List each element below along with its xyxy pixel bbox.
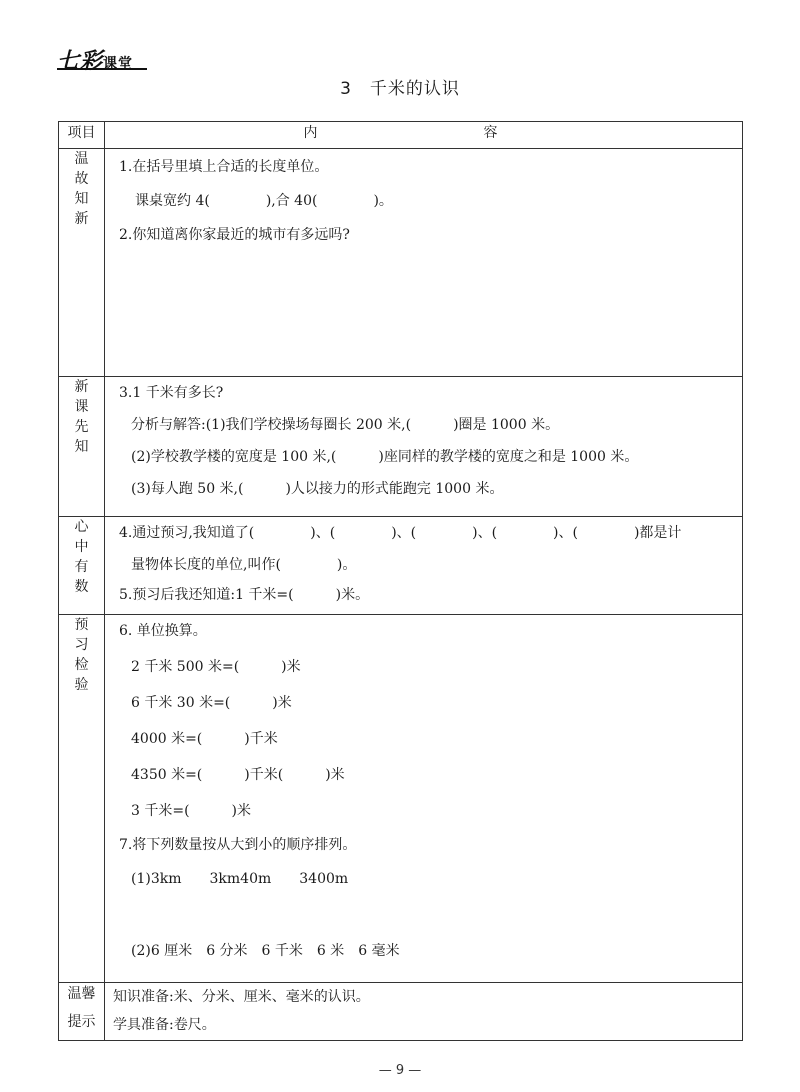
question-4-continued: 量物体长度的单位,叫作( )。 bbox=[131, 557, 357, 573]
tip-tools: 学具准备:卷尺。 bbox=[113, 1017, 216, 1034]
question-6: 6. 单位换算。 bbox=[119, 623, 207, 639]
logo-suffix: 课堂 bbox=[103, 56, 134, 72]
question-3-part-1: 分析与解答:(1)我们学校操场每圈长 200 米,( )圈是 1000 米。 bbox=[131, 417, 560, 433]
worksheet-table bbox=[58, 121, 743, 1041]
section-label-preview-check: 预习检验 bbox=[59, 615, 105, 983]
page-number: — 9 — bbox=[378, 1063, 422, 1078]
tip-knowledge: 知识准备:米、分米、厘米、毫米的认识。 bbox=[113, 988, 370, 1005]
question-3-part-2: (2)学校教学楼的宽度是 100 米,( )座同样的教学楼的宽度之和是 1000 米。 bbox=[131, 449, 639, 465]
conversion-3: 4000 米=( )千米 bbox=[131, 731, 278, 747]
section-content-in-mind bbox=[105, 517, 743, 615]
tips-line-2-cell bbox=[105, 1011, 743, 1041]
section-label-review: 温故知新 bbox=[59, 149, 105, 377]
question-3-part-3: (3)每人跑 50 米,( )人以接力的形式能跑完 1000 米。 bbox=[131, 481, 504, 497]
question-7-part-1: (1)3km 3km40m 3400m bbox=[131, 871, 349, 887]
section-content-review bbox=[105, 149, 743, 377]
section-label-new-knowledge: 新课先知 bbox=[59, 377, 105, 517]
lesson-title: 3 千米的认识 bbox=[340, 79, 460, 99]
question-4: 4.通过预习,我知道了( )、( )、( )、( )、( )都是计 bbox=[119, 525, 682, 541]
logo-text: 七彩 bbox=[57, 49, 104, 74]
question-2: 2.你知道离你家最近的城市有多远吗? bbox=[119, 227, 350, 243]
conversion-5: 3 千米=( )米 bbox=[131, 803, 252, 819]
conversion-1: 2 千米 500 米=( )米 bbox=[131, 659, 301, 675]
question-3: 3.1 千米有多长? bbox=[119, 385, 224, 401]
section-content-preview-check bbox=[105, 615, 743, 983]
tips-label-line-2: 提示 bbox=[59, 1011, 105, 1041]
section-new-knowledge bbox=[59, 377, 743, 517]
header-item-cell: 项目 bbox=[59, 122, 105, 149]
question-5: 5.预习后我还知道:1 千米=( )米。 bbox=[119, 587, 370, 603]
header-content-cell: 内 容 bbox=[105, 122, 743, 149]
section-tips-row-1 bbox=[59, 983, 743, 1011]
logo-underline bbox=[57, 68, 147, 70]
conversion-4: 4350 米=( )千米( )米 bbox=[131, 767, 345, 783]
section-label-in-mind: 心中有数 bbox=[59, 517, 105, 615]
table-header-row bbox=[59, 122, 743, 149]
section-tips-row-2 bbox=[59, 1011, 743, 1041]
section-content-new-knowledge bbox=[105, 377, 743, 517]
section-review bbox=[59, 149, 743, 377]
question-7-part-2: (2)6 厘米 6 分米 6 千米 6 米 6 毫米 bbox=[131, 943, 400, 959]
question-1: 1.在括号里填上合适的长度单位。 bbox=[119, 159, 329, 175]
tips-label-line-1: 温馨 bbox=[59, 983, 105, 1011]
section-preview-check bbox=[59, 615, 743, 983]
question-1-blank-line: 课桌宽约 4( ),合 40( )。 bbox=[135, 193, 393, 209]
section-in-mind bbox=[59, 517, 743, 615]
brand-logo bbox=[57, 44, 133, 75]
question-7: 7.将下列数量按从大到小的顺序排列。 bbox=[119, 837, 357, 853]
conversion-2: 6 千米 30 米=( )米 bbox=[131, 695, 292, 711]
tips-line-1-cell bbox=[105, 983, 743, 1011]
